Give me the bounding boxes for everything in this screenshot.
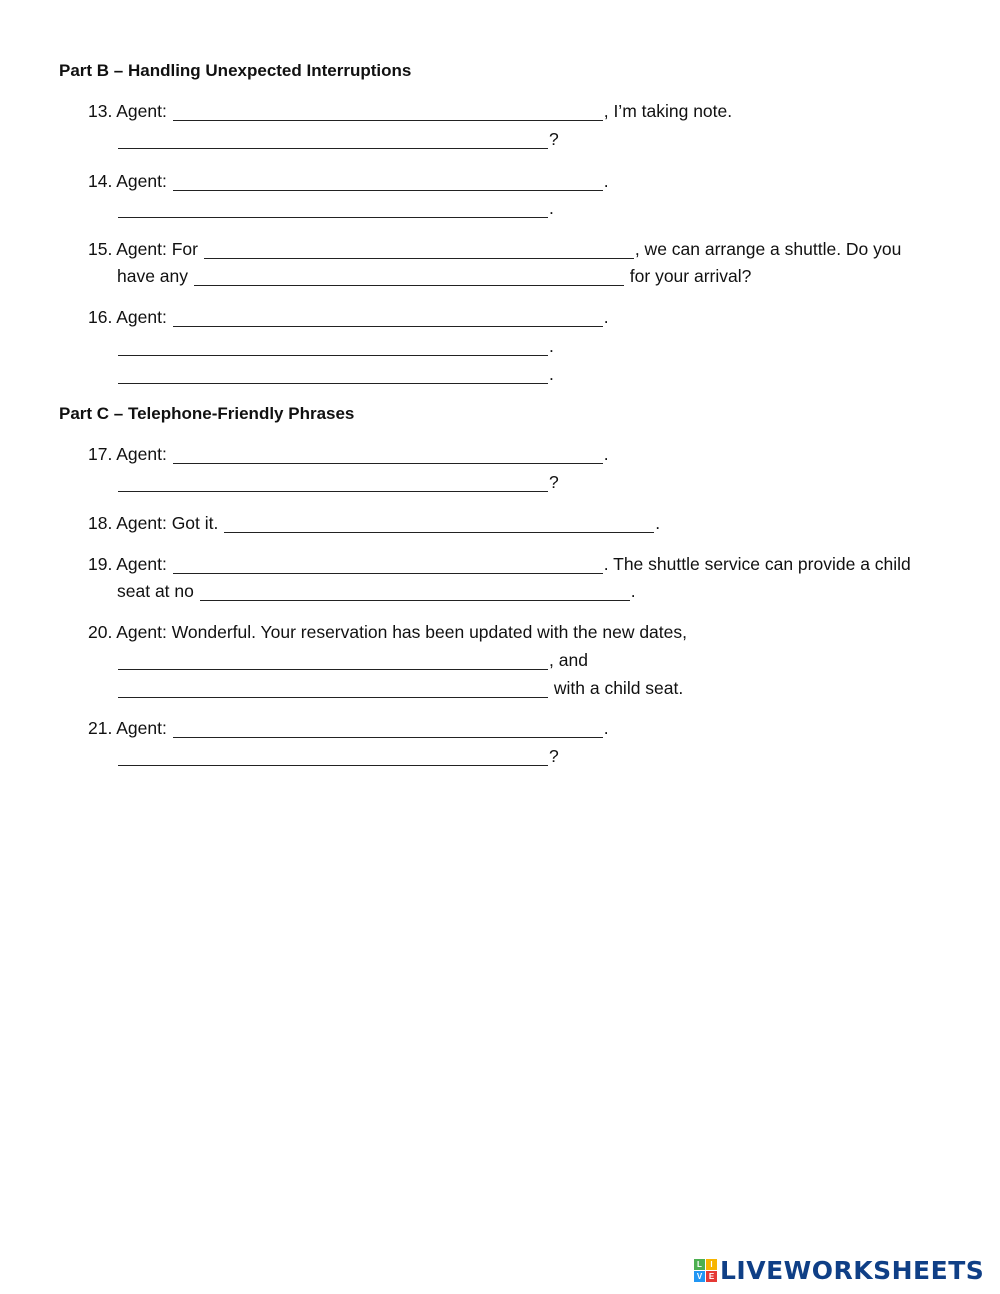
question-lead: Agent: Wonderful. Your reservation has been updated with the new dates, [116,622,687,642]
q18-blank-1[interactable] [224,515,654,533]
question-number: 16. [88,307,113,327]
q17-line-1 [88,443,609,465]
q16-blank-1[interactable] [173,309,603,327]
q16-blank-2[interactable] [118,338,548,356]
question-text: . [549,198,554,218]
question-text: ? [549,746,559,766]
q14-line-2 [117,197,554,219]
liveworksheets-logo-icon [694,1259,717,1282]
question-text: . [603,718,609,738]
q18-line-1 [88,512,660,534]
question-number: 17. [88,444,113,464]
q16-blank-3[interactable] [118,366,548,384]
q15-blank-2[interactable] [194,268,624,286]
question-text: seat at no [117,581,194,601]
question-text: . [630,581,636,601]
question-text: have any [117,266,189,286]
q14-blank-2[interactable] [118,200,548,218]
question-number: 20. [88,622,113,642]
brand-wordmark: LIVEWORKSHEETS [720,1256,985,1285]
q13-line-2 [117,128,559,150]
part-c-heading: Part C – Telephone-Friendly Phrases [59,404,355,423]
q15-line-2 [117,265,751,287]
question-text: . The shuttle service can provide a child [603,554,911,574]
question-lead: Agent: For [116,239,198,259]
question-lead: Agent: [116,718,167,738]
q16-line-2 [117,335,554,357]
question-text: . [655,513,661,533]
q21-blank-1[interactable] [173,720,603,738]
question-text: for your arrival? [629,266,752,286]
q16-line-3 [117,363,554,385]
question-text: with a child seat. [553,678,684,698]
question-number: 13. [88,101,113,121]
q20-blank-2[interactable] [118,680,548,698]
question-lead: Agent: [116,307,167,327]
q19-line-1 [88,553,911,575]
question-text: ? [549,129,559,149]
q15-line-1 [88,238,901,260]
question-number: 18. [88,513,113,533]
question-text: . [603,444,609,464]
q17-blank-2[interactable] [118,474,548,492]
question-lead: Agent: [116,171,167,191]
liveworksheets-brand[interactable] [694,1256,984,1285]
question-number: 21. [88,718,113,738]
q17-line-2 [117,471,559,493]
q13-line-1 [88,100,732,122]
question-lead: Agent: [116,101,167,121]
q13-blank-2[interactable] [118,131,548,149]
q17-blank-1[interactable] [173,446,603,464]
logo-cell: E [706,1271,717,1282]
question-text: , and [549,650,588,670]
logo-cell: L [694,1259,705,1270]
question-text: . [549,336,554,356]
q19-line-2 [117,580,636,602]
question-number: 19. [88,554,113,574]
q20-line-3 [117,677,683,699]
q20-line-2 [117,649,588,671]
part-b-heading: Part B – Handling Unexpected Interruptions [59,61,412,80]
question-number: 14. [88,171,113,191]
q19-blank-1[interactable] [173,556,603,574]
q21-blank-2[interactable] [118,748,548,766]
question-text: . [603,307,609,327]
q14-blank-1[interactable] [173,173,603,191]
question-text: . [549,364,554,384]
question-text: . [603,171,609,191]
question-number: 15. [88,239,113,259]
q14-line-1 [88,170,609,192]
question-lead: Agent: [116,444,167,464]
q20-blank-1[interactable] [118,652,548,670]
question-text: , we can arrange a shuttle. Do you [634,239,902,259]
logo-cell: I [706,1259,717,1270]
q19-blank-2[interactable] [200,583,630,601]
q21-line-1 [88,717,609,739]
question-text: , I’m taking note. [603,101,733,121]
question-text: ? [549,472,559,492]
q15-blank-1[interactable] [204,241,634,259]
q16-line-1 [88,306,609,328]
q13-blank-1[interactable] [173,103,603,121]
logo-cell: V [694,1271,705,1282]
q20-line-1 [88,621,687,643]
question-lead: Agent: Got it. [116,513,219,533]
question-lead: Agent: [116,554,167,574]
q21-line-2 [117,745,559,767]
